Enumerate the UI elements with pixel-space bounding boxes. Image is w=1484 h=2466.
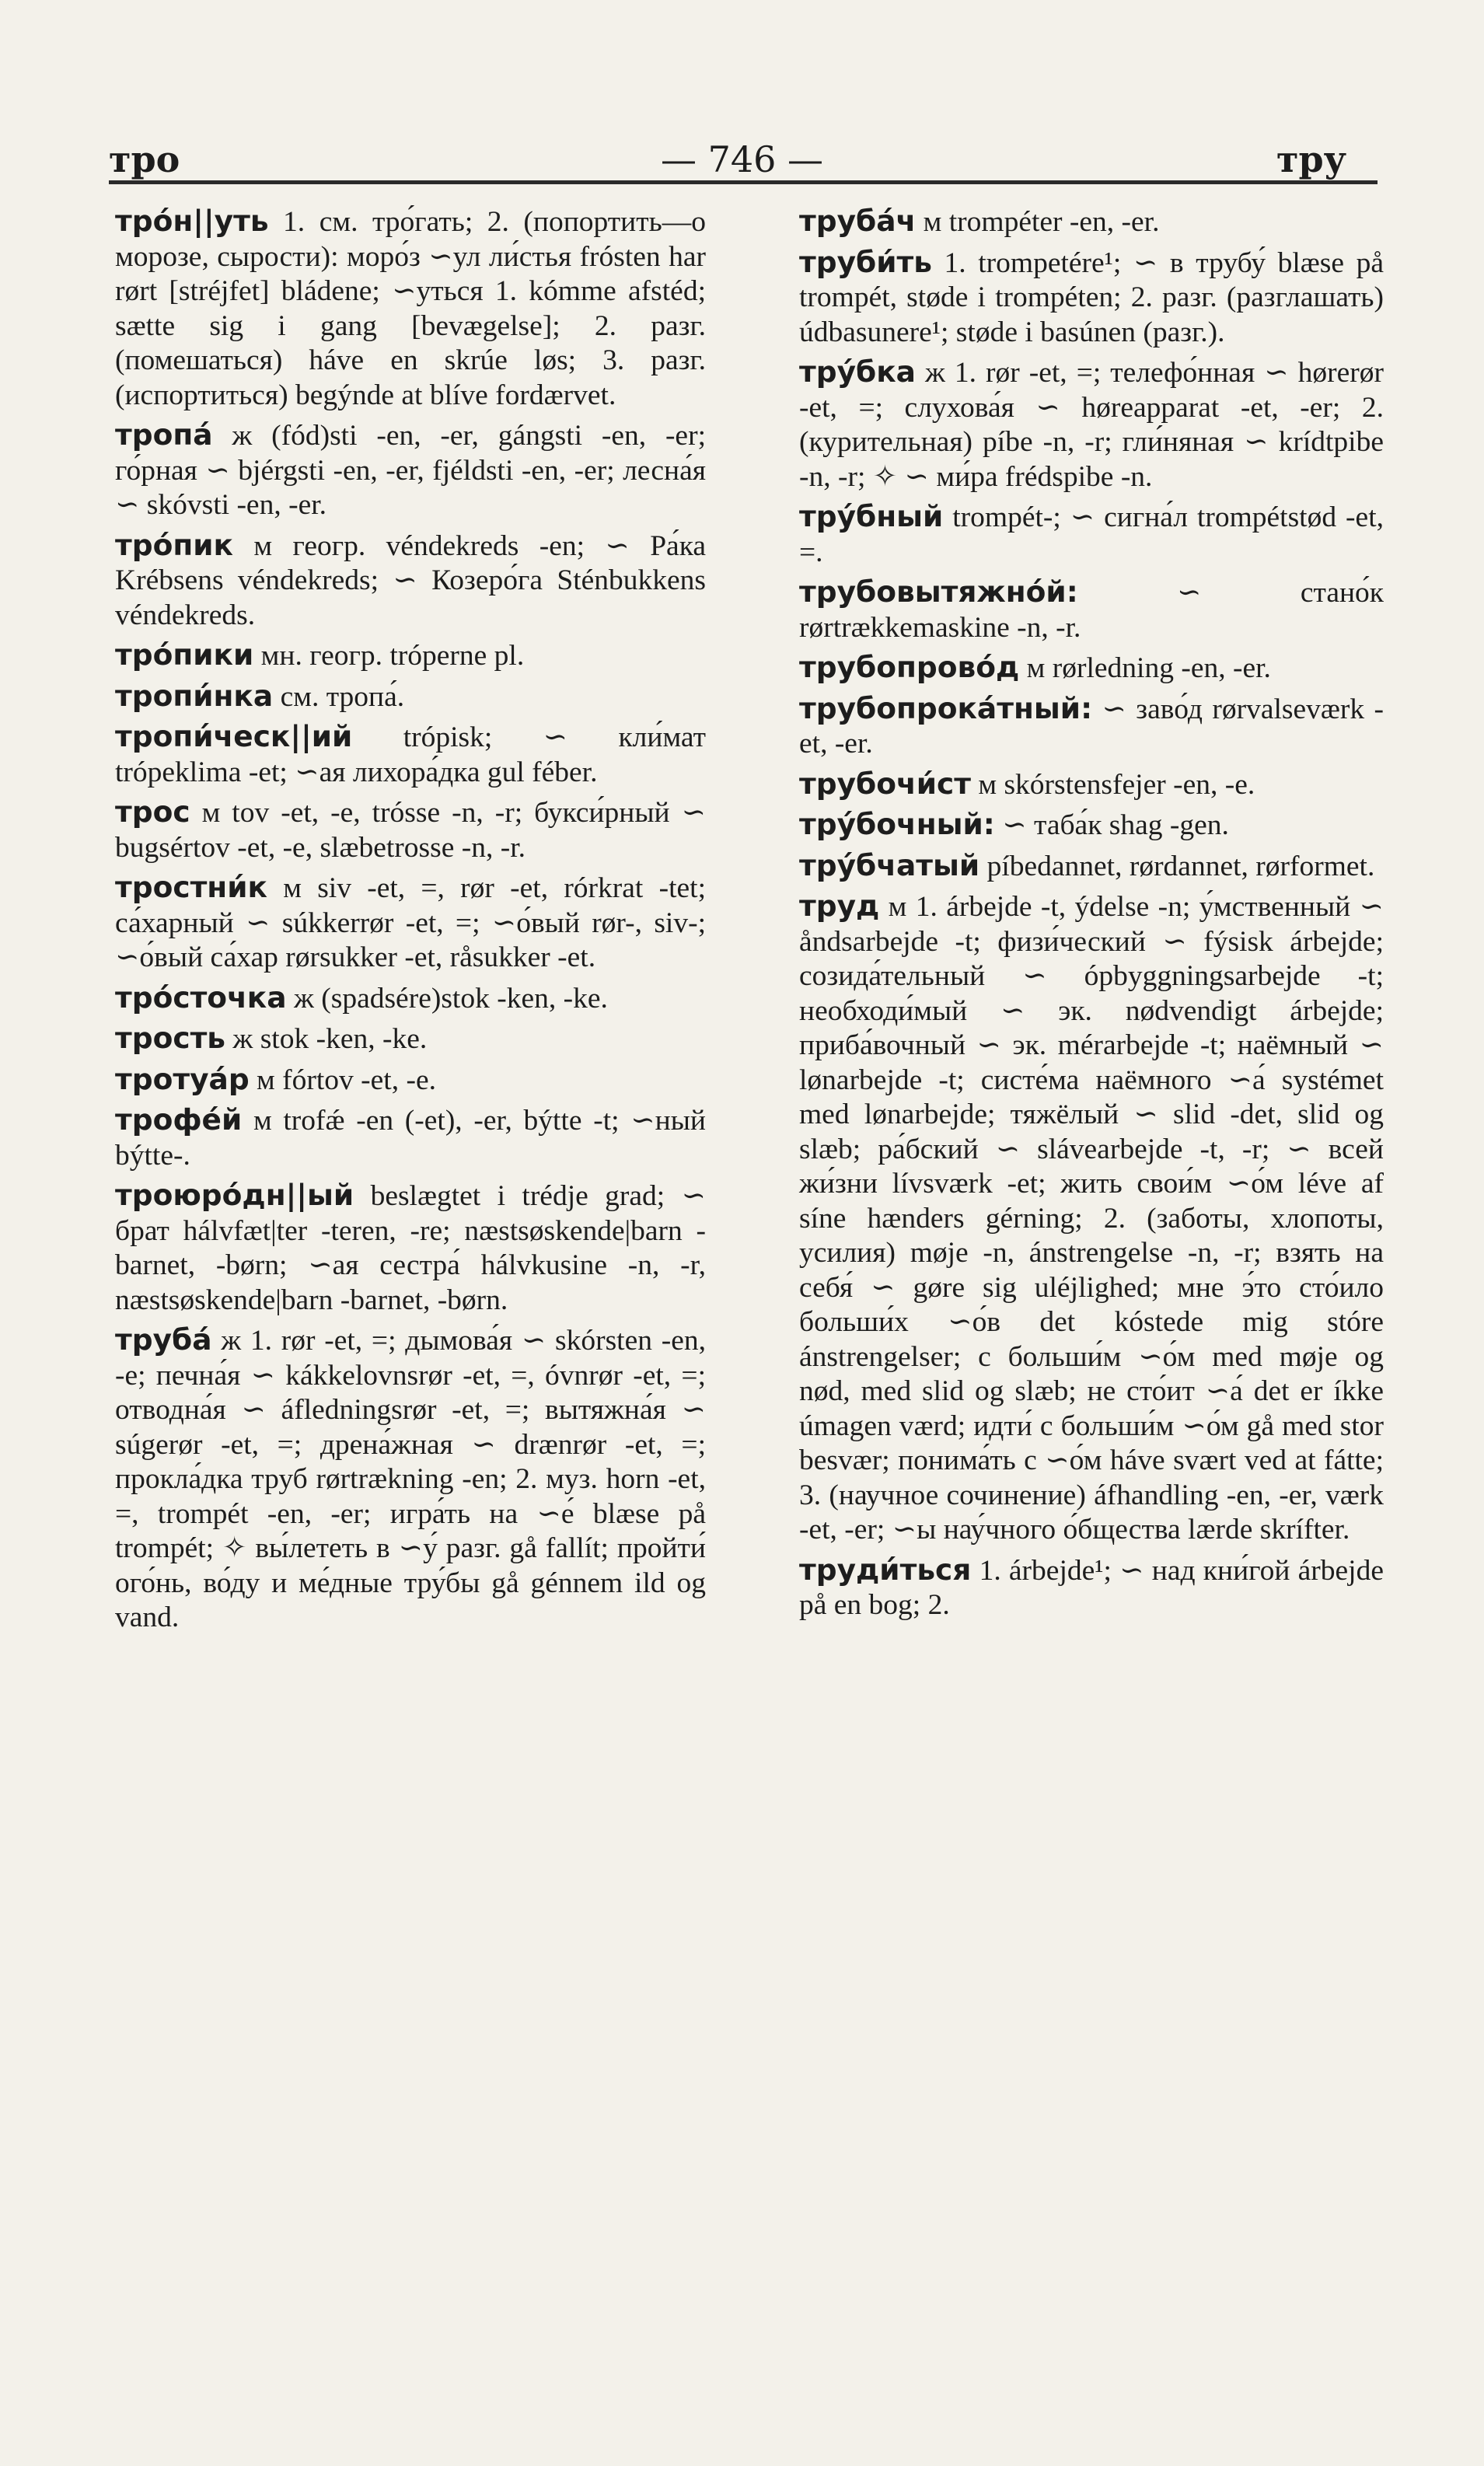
entry-definition: м skórstensfejer -en, -e.	[970, 768, 1255, 801]
entry-headword: труба́	[115, 1322, 212, 1357]
dictionary-entry	[799, 204, 1384, 240]
dictionary-entry	[115, 204, 706, 413]
dictionary-entry	[115, 637, 706, 674]
dictionary-entry	[115, 1062, 706, 1099]
entry-headword: тру́бка	[799, 355, 916, 389]
page-number: — 746 —	[660, 138, 824, 180]
running-head-left: тро	[109, 138, 180, 180]
entry-headword: троюро́дн||ый	[115, 1178, 354, 1212]
entry-headword: тропи́ческ||ий	[115, 719, 353, 753]
dictionary-entry	[115, 1102, 706, 1173]
entry-headword: трофе́й	[115, 1102, 243, 1137]
entry-headword: тротуа́р	[115, 1061, 250, 1096]
entry-definition: м fórtov -et, -e.	[249, 1064, 436, 1096]
entry-headword: тро́пик	[115, 527, 233, 562]
entry-definition: см. тропа́.	[273, 680, 405, 713]
dictionary-entry	[799, 889, 1384, 1548]
entry-definition: ∽ стано́к rørtrækkemaskine -n, -r.	[799, 577, 1384, 644]
entry-definition: ∽ таба́к shag -gen.	[994, 809, 1229, 841]
dictionary-entry	[115, 1021, 706, 1057]
dictionary-entry	[799, 1553, 1384, 1623]
running-head-right: тру	[1276, 138, 1347, 180]
dictionary-entry	[799, 807, 1384, 844]
entry-headword: трость	[115, 1021, 226, 1055]
entry-definition: ∽ заво́д rørvalseværk -et, -er.	[799, 693, 1384, 760]
entry-headword: тро́пики	[115, 637, 254, 672]
left-column	[115, 204, 706, 1640]
entry-headword: тропи́нка	[115, 678, 274, 713]
entry-headword: тру́бчатый	[799, 847, 980, 882]
dictionary-entry	[115, 1322, 706, 1636]
dictionary-entry	[799, 499, 1384, 570]
entry-definition: ж (fód)sti -en, -er, gángsti -en, -er; го́рная ∽ bjérgsti -en, -er, fjéldsti -en, -er; лесна́я ∽ skóvsti -en, -er.	[115, 420, 706, 521]
entry-headword: тру́бный	[799, 499, 944, 533]
dictionary-entry	[115, 679, 706, 715]
entry-definition: м геогр. véndekreds -en; ∽ Ра́ка Krébsens véndekreds; ∽ Козеро́га Sténbukkens véndekreds.	[115, 529, 706, 631]
entry-definition: 1. trompetére¹; ∽ в трубу́ blæse på trompét, støde i trompéten; 2. разг. (разглашать) údbasunere¹; støde i basúnen (разг.).	[799, 246, 1384, 348]
entry-definition: trópisk; ∽ кли́мат trópeklima -et; ∽ая лихора́дка gul féber.	[115, 721, 706, 788]
entry-headword: тростни́к	[115, 870, 267, 904]
entry-definition: trompét-; ∽ сигна́л trompétstød -et, =.	[799, 501, 1384, 568]
entry-headword: труби́ть	[799, 244, 932, 279]
dictionary-entry	[799, 691, 1384, 762]
entry-definition: м 1. árbejde -t, ýdelse -n; у́мственный ∽ åndsarbejde -t; физи́ческий ∽ fýsisk árbejde; созида́тельный ∽ ópbyggningsarbejde -t; необходи́мый ∽ эк. nødvendigt árbejde; приба́вочный ∽ эк. mérarbejde -t; наёмный ∽ lønarbejde -t; систе́ма наёмного ∽а́ systémet med lønarbejde; тяжёлый ∽ slid -det, slid og slæb; ра́бский ∽ slávearbejde -t, -r; ∽ всей жи́зни lívsværk -et; жить свои́м ∽о́м léve af síne hænders gérning; 2. (заботы, хлопоты, усилия) møje -n, ánstrengelse -n, -r; взять на себя́ ∽ gøre sig uléjlighed; мне э́то сто́ило больши́х ∽о́в det kóstede mig stóre ánstrengelser; с больши́м ∽о́м med møje og nød, med slid og slæb; не сто́ит ∽а́ det er íkke úmagen værd; идти́ с больши́м ∽о́м gå med stor besvær; понима́ть с ∽о́м háve svært ved at fátte; 3. (научное сочинение) áfhandling -en, -er, værk -et, -er; ∽ы нау́чного о́бщества lærde skrífter.	[799, 891, 1384, 1546]
entry-definition: ж (spadsére)stok -ken, -ke.	[286, 982, 608, 1015]
entry-definition: мн. геогр. tróperne pl.	[253, 640, 525, 672]
entry-definition: beslægtet i trédje grad; ∽ брат hálvfæt|ter -teren, -re; næstsøskende|barn -barnet, -børn; ∽ая сестра́ hálvkusine -n, -r, næstsøskende|barn -barnet, -børn.	[115, 1180, 706, 1316]
entry-headword: тру́бочный:	[799, 807, 995, 841]
dictionary-entry	[115, 719, 706, 790]
entry-definition: píbedannet, rørdannet, rørformet.	[979, 850, 1375, 882]
entry-headword: трос	[115, 795, 190, 829]
dictionary-entry	[115, 1178, 706, 1318]
entry-headword: тро́н||уть	[115, 204, 269, 238]
entry-definition: м tov -et, -e, trósse -n, -r; букси́рный ∽ bugsértov -et, -e, slæbetrosse -n, -r.	[115, 797, 706, 864]
entry-definition: м trompéter -en, -er.	[916, 206, 1160, 238]
entry-headword: трубопрока́тный:	[799, 690, 1093, 725]
entry-definition: м trofǽ -en (-et), -er, býtte -t; ∽ный býtte-.	[115, 1105, 706, 1172]
dictionary-entry	[115, 795, 706, 865]
dictionary-entry	[799, 355, 1384, 494]
entry-headword: трубочи́ст	[799, 766, 971, 801]
entry-definition: 1. árbejde¹; ∽ над кни́гой árbejde på en bog; 2.	[799, 1554, 1384, 1621]
entry-headword: тро́сточка	[115, 980, 287, 1015]
dictionary-entry	[799, 848, 1384, 885]
entry-definition: 1. см. тро́гать; 2. (попортить—о морозе, сырости): моро́з ∽ул ли́стья frósten har rørt [stréjfet] bládene; ∽уться 1. kómme afstéd; sætte sig i gang [bevægelse]; 2. разг. (помешаться) háve en skrúe løs; 3. разг. (испортиться) begýnde at blíve fordærvet.	[115, 206, 706, 411]
dictionary-entry	[115, 870, 706, 976]
entry-headword: труд	[799, 889, 880, 923]
entry-definition: м siv -et, =, rør -et, rórkrat -tet; са́харный ∽ súkkerrør -et, =; ∽о́вый rør-, siv-; ∽о́вый са́хар rørsukker -et, råsukker -et.	[115, 872, 706, 973]
dictionary-entry	[799, 767, 1384, 803]
entry-definition: ж 1. rør -et, =; телефо́нная ∽ hørerør -et, =; слухова́я ∽ høreapparat -et, -er; 2. (курительная) píbe -n, -r; гли́няная ∽ krídtpibe -n, -r; ✧ ∽ ми́ра frédspibe -n.	[799, 357, 1384, 493]
entry-headword: труди́ться	[799, 1552, 972, 1587]
header-rule	[109, 180, 1378, 184]
dictionary-entry	[799, 575, 1384, 645]
entry-definition: м rørledning -en, -er.	[1019, 652, 1271, 684]
entry-headword: тропа́	[115, 417, 213, 452]
entry-headword: труба́ч	[799, 204, 917, 238]
dictionary-entry	[115, 417, 706, 523]
entry-headword: трубопрово́д	[799, 650, 1020, 684]
right-column	[799, 204, 1384, 1628]
entry-headword: трубовытяжно́й:	[799, 575, 1078, 609]
entry-definition: ж stok -ken, -ke.	[225, 1023, 428, 1055]
dictionary-entry	[115, 980, 706, 1017]
dictionary-entry	[799, 650, 1384, 686]
entry-definition: ж 1. rør -et, =; дымова́я ∽ skórsten -en, -e; печна́я ∽ kákkelovnsrør -et, =, óvnrør -et, =; отводна́я ∽ áfledningsrør -et, =; вытяжна́я ∽ súgerør -et, =; дрена́жная ∽ drænrør -et, =; прокла́дка труб rørtrækning -en; 2. муз. horn -et, =, trompét -en, -er; игра́ть на ∽е́ blæse på trompét; ✧ вы́лететь в ∽у́ разг. gå fallít; пройти́ ого́нь, во́ду и ме́дные тру́бы gå génnem ild og vand.	[115, 1325, 706, 1633]
dictionary-entry	[115, 528, 706, 634]
dictionary-entry	[799, 245, 1384, 351]
